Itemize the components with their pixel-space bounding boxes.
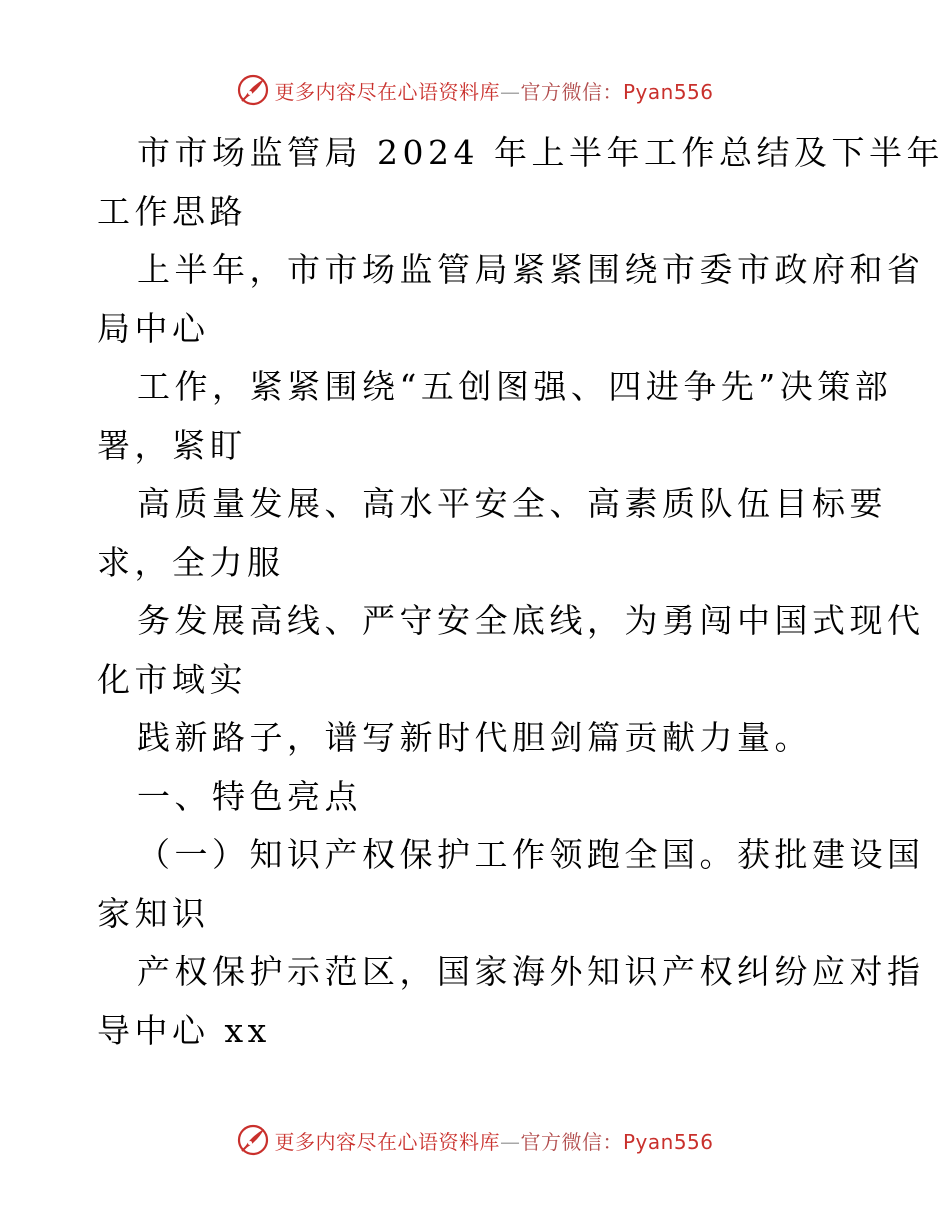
document-line: 工作，紧紧围绕“五创图强、四进争先”决策部 <box>137 367 893 406</box>
watermark-text <box>274 76 713 105</box>
document-line: 践新路子，谱写新时代胆剑篇贡献力量。 <box>137 718 812 757</box>
watermark-wechat-id: Pyan556 <box>622 79 714 104</box>
document-line: 高质量发展、高水平安全、高素质队伍目标要 <box>137 484 887 523</box>
document-line: （一）知识产权保护工作领跑全国。获批建设国 <box>137 835 925 874</box>
watermark-main-text: 更多内容尽在心语资料库 <box>274 1129 500 1154</box>
document-line: 局中心 <box>97 308 210 348</box>
document-line: 化市域实 <box>97 659 247 699</box>
document-line: 务发展高线、严守安全底线，为勇闯中国式现代 <box>137 601 925 640</box>
document-line: 家知识 <box>97 893 210 933</box>
watermark-wechat-label: 官方微信： <box>520 1129 623 1154</box>
document-line: 导中心 xx <box>97 1010 271 1050</box>
header-watermark <box>0 70 950 110</box>
watermark-separator: — <box>499 1129 521 1154</box>
document-line: 产权保护示范区，国家海外知识产权纠纷应对指 <box>137 952 925 991</box>
quill-pen-logo-icon <box>236 73 270 107</box>
section-heading: 一、特色亮点 <box>137 776 362 816</box>
quill-pen-logo-icon <box>236 1123 270 1157</box>
document-line: 上半年，市市场监管局紧紧围绕市委市政府和省 <box>137 250 925 289</box>
document-body <box>97 124 944 1060</box>
watermark-separator: — <box>499 79 521 104</box>
watermark-text <box>274 1126 713 1155</box>
watermark-main-text: 更多内容尽在心语资料库 <box>274 79 500 104</box>
document-line: 市市场监管局 2024 年上半年工作总结及下半年 <box>137 133 944 172</box>
document-line: 工作思路 <box>97 191 247 231</box>
document-line: 求，全力服 <box>97 542 285 582</box>
watermark-wechat-label: 官方微信： <box>520 79 623 104</box>
document-line: 署，紧盯 <box>97 425 247 465</box>
watermark-wechat-id: Pyan556 <box>622 1129 714 1154</box>
footer-watermark <box>0 1120 950 1160</box>
